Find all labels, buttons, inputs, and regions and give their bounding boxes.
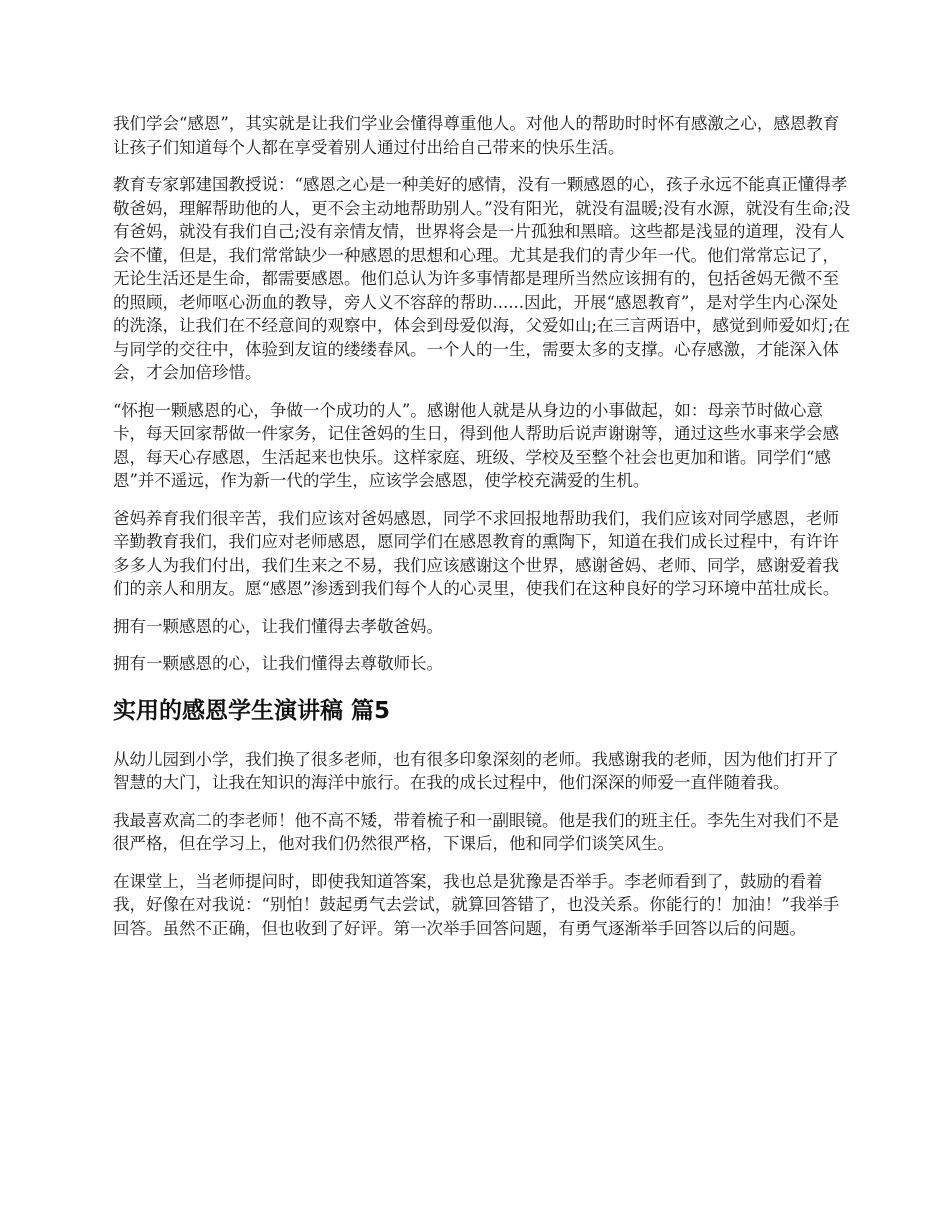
paragraph-expert-quote: 教育专家郭建国教授说：“感恩之心是一种美好的感情，没有一颗感恩的心，孩子永远不能真正懂得孝敬爸妈，理解帮助他的人，更不会主动地帮助别人。”没有阳光，就没有温暖;没有水源，就没有生命;没有爸妈，就没有我们自己;没有亲情友情，世界将会是一片孤独和黑暗。这些都是浅显的道理，没有人会不懂，但是，我们常常缺少一种感恩的思想和心理。尤其是我们的青少年一代。他们常常忘记了，无论生活还是生命，都需要感恩。他们总认为许多事情都是理所当然应该拥有的，包括爸妈无微不至的照顾，老师呕心沥血的教导，旁人义不容辞的帮助......因此，开展“感恩教育”，是对学生内心深处的洗涤，让我们在不经意间的观察中，体会到母爱似海，父爱如山;在三言两语中，感觉到师爱如灯;在与同学的交往中，体验到友谊的缕缕春风。一个人的一生，需要太多的支撑。心存感激，才能深入体会，才会加倍珍惜。 xyxy=(113,175,851,382)
paragraph-many-teachers: 从幼儿园到小学，我们换了很多老师，也有很多印象深刻的老师。我感谢我的老师，因为他们打开了智慧的大门，让我在知识的海洋中旅行。在我的成长过程中，他们深深的师爱一直伴随着我。 xyxy=(113,749,839,792)
paragraph-embrace-gratitude: “怀抱一颗感恩的心，争做一个成功的人”。感谢他人就是从身边的小事做起，如：母亲节时做心意卡，每天回家帮做一件家务，记住爸妈的生日，得到他人帮助后说声谢谢等，通过这些水事来学会感恩，每天心存感恩，生活起来也快乐。这样家庭、班级、学校及至整个社会也更加和谐。同学们“感恩”并不遥远，作为新一代的学生，应该学会感恩，使学校充满爱的生机。 xyxy=(113,400,839,490)
paragraph-raise-hand: 在课堂上，当老师提问时，即使我知道答案，我也总是犹豫是否举手。李老师看到了，鼓励的看着我，好像在对我说：“别怕！鼓起勇气去尝试，就算回答错了，也没关系。你能行的！加油！”我举手回答。虽然不正确，但也收到了好评。第一次举手回答问题，有勇气逐渐举手回答以后的问题。 xyxy=(113,871,840,938)
paragraph-gratitude-intro: 我们学会“感恩”，其实就是让我们学业会懂得尊重他人。对他人的帮助时时怀有感激之心，感恩教育让孩子们知道每个人都在享受着别人通过付出给自己带来的快乐生活。 xyxy=(113,114,840,157)
paragraph-teacher-li: 我最喜欢高二的李老师！他不高不矮，带着梳子和一副眼镜。他是我们的班主任。李先生对我们不是很严格，但在学习上，他对我们仍然很严格，下课后，他和同学们谈笑风生。 xyxy=(113,810,839,853)
document-page xyxy=(113,112,853,954)
paragraph-thank-parents-teachers: 爸妈养育我们很辛苦，我们应该对爸妈感恩，同学不求回报地帮助我们，我们应该对同学感恩，老师辛勤教育我们，我们应对老师感恩，愿同学们在感恩教育的熏陶下，知道在我们成长过程中，有许许多多人为我们付出，我们生来之不易，我们应该感谢这个世界，感谢爸妈、老师、同学，感谢爱着我们的亲人和朋友。愿“感恩”渗透到我们每个人的心灵里，使我们在这种良好的学习环境中茁壮成长。 xyxy=(113,508,840,598)
paragraph-respect-teachers: 拥有一颗感恩的心，让我们懂得去尊敬师长。 xyxy=(113,654,443,673)
section-heading: 实用的感恩学生演讲稿 篇5 xyxy=(113,697,391,724)
paragraph-respect-parents: 拥有一颗感恩的心，让我们懂得去孝敬爸妈。 xyxy=(113,616,443,636)
